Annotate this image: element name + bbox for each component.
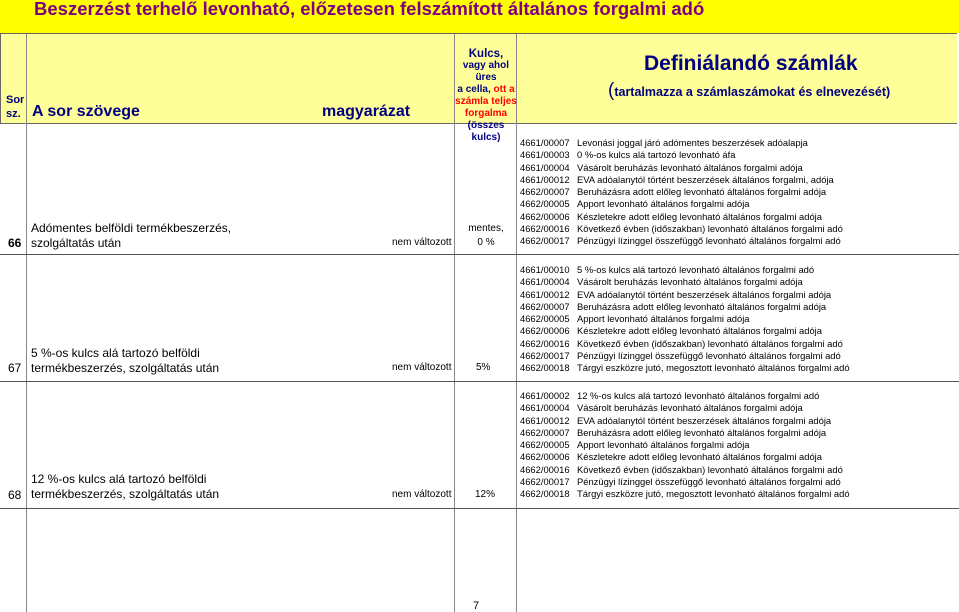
account-row: 4662/00007 Beruházásra adott előleg levonható általános forgalmi adója [520,426,827,438]
account-row: 4662/00018 Tárgyi eszközre jutó, megosztott levonható általános forgalmi adó [520,488,850,500]
page-number: 7 [473,600,480,612]
col-divider [26,34,27,612]
account-row: 4661/00004 Vásárolt beruházás levonható általános forgalmi adója [520,161,803,173]
account-row: 4661/00012 EVA adóalanytól történt beszerzések általános forgalmi adója [520,414,832,426]
account-row: 4661/00004 Vásárolt beruházás levonható általános forgalmi adója [520,402,803,414]
account-row: 4662/00005 Apport levonható általános forgalmi adója [520,198,750,210]
account-row: 4661/00003 0 %-os kulcs alá tartozó levonható áfa [520,149,736,161]
account-row: 4661/00010 5 %-os kulcs alá tartozó levonható általános forgalmi adó [520,264,815,275]
row-description: 5 %-os kulcs alá tartozó belföldi termékbeszerzés, szolgáltatás után [31,346,220,375]
account-row: 4662/00017 Pénzügyi lízinggel összefüggő levonható általános forgalmi adó [520,235,841,247]
account-row: 4661/00002 12 %-os kulcs alá tartozó levonható általános forgalmi adó [520,390,820,401]
account-list [520,264,850,375]
account-row: 4661/00012 EVA adóalanytól történt beszerzések általános forgalmi adója [520,288,832,300]
account-row: 4662/00017 Pénzügyi lízinggel összefüggő levonható általános forgalmi adó [520,350,841,362]
page-title: Beszerzést terhelő levonható, előzetesen felszámított általános forgalmi adó [34,0,705,19]
account-row: 4662/00006 Készletekre adott előleg levonható általános forgalmi adója [520,451,822,463]
account-row: 4662/00018 Tárgyi eszközre jutó, megosztott levonható általános forgalmi adó [520,362,850,374]
account-list [520,390,850,501]
row-change-status: nem változott [392,237,452,248]
account-row: 4662/00006 Készletekre adott előleg levonható általános forgalmi adója [520,325,822,337]
account-row: 4662/00005 Apport levonható általános forgalmi adója [520,439,750,451]
row-number: 68 [8,488,22,502]
account-row: 4662/00006 Készletekre adott előleg levonható általános forgalmi adója [520,210,822,222]
row-rate: 5% [476,362,491,373]
account-row: 4662/00017 Pénzügyi lízinggel összefüggő levonható általános forgalmi adó [520,476,841,488]
header-magyarazat: magyarázat [322,103,411,120]
row-number: 67 [8,361,22,375]
row-change-status: nem változott [392,489,452,500]
account-row: 4661/00007 Levonási joggal járó adómentes beszerzések adóalapja [520,137,808,148]
account-row: 4661/00012 EVA adóalanytól történt beszerzések általános forgalmi, adója [520,173,834,185]
row-number: 66 [8,236,22,250]
row-description: 12 %-os kulcs alá tartozó belföldi termékbeszerzés, szolgáltatás után [31,472,220,501]
row-rate: mentes, 0 % [468,223,504,248]
row-separator [0,381,959,382]
account-row: 4662/00007 Beruházásra adott előleg levonható általános forgalmi adója [520,300,827,312]
title-bar [0,0,959,33]
account-row: 4662/00016 Következő évben (időszakban) levonható általános forgalmi adó [520,337,843,349]
header-sor: Sor sz. [6,94,25,120]
account-row: 4662/00016 Következő évben (időszakban) levonható általános forgalmi adó [520,223,843,235]
header-definialando: Definiálandó számlák [644,52,858,75]
account-row: 4662/00007 Beruházásra adott előleg levonható általános forgalmi adója [520,186,827,198]
account-row: 4662/00005 Apport levonható általános forgalmi adója [520,313,750,325]
header-def-subtitle: (tartalmazza a számlaszámokat és elnevezését) [608,80,891,101]
account-list [520,137,843,248]
account-row: 4662/00016 Következő évben (időszakban) levonható általános forgalmi adó [520,463,843,475]
header-kulcs: Kulcs, vagy ahol üres a cella, ott a számla teljes forgalma (összes kulcs) [455,48,517,143]
row-rate: 12% [475,489,496,500]
account-row: 4661/00004 Vásárolt beruházás levonható általános forgalmi adója [520,276,803,288]
row-change-status: nem változott [392,362,452,373]
row-separator [0,508,959,509]
row-separator [0,254,959,255]
header-row-text: A sor szövege [32,103,140,120]
row-description: Adómentes belföldi termékbeszerzés, szolgáltatás után [31,221,232,250]
